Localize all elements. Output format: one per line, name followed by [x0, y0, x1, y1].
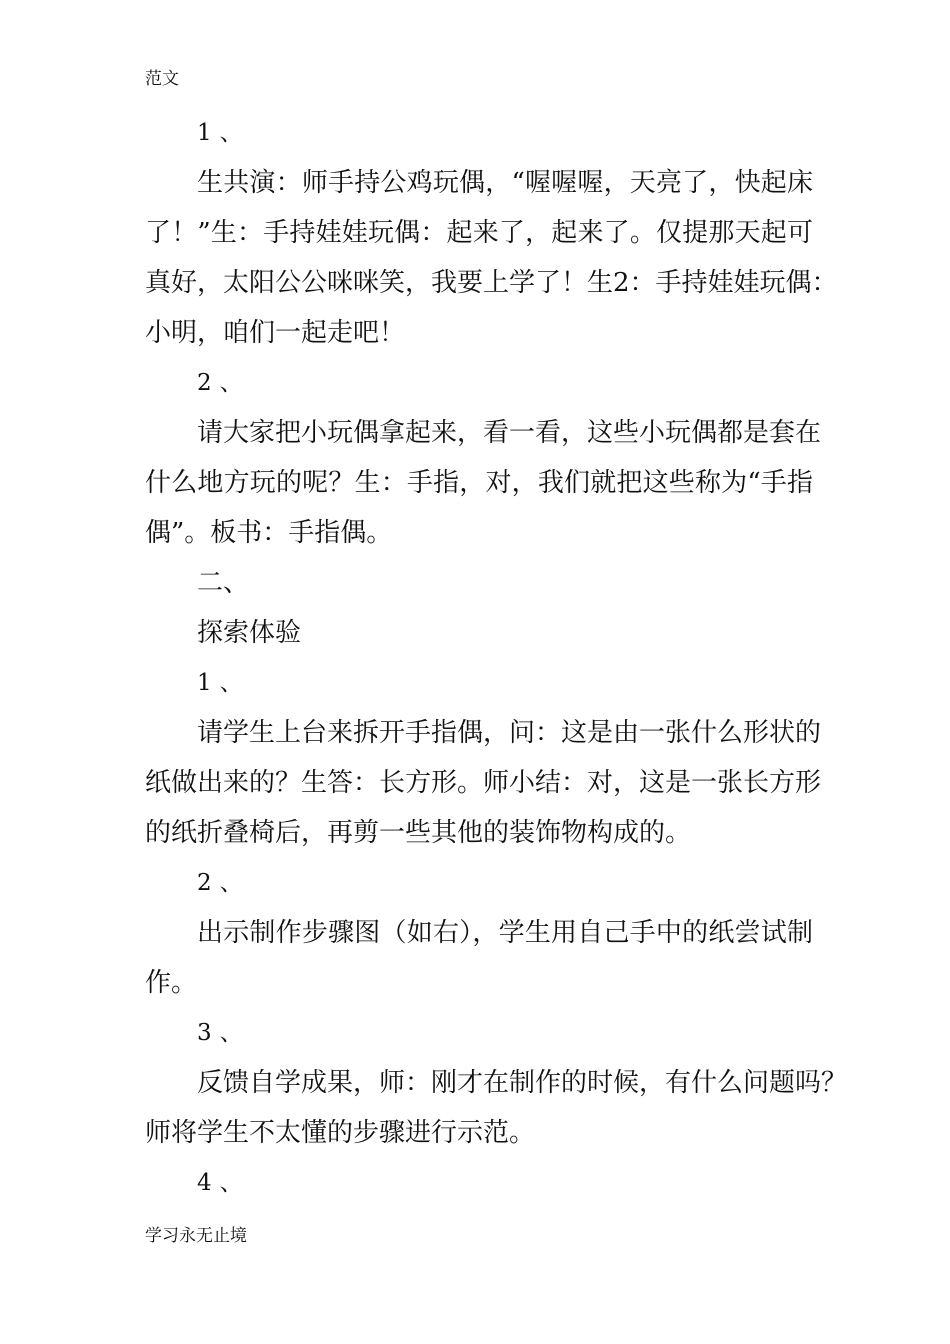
paragraph-line: 的纸折叠椅后，再剪一些其他的装饰物构成的。 — [145, 818, 692, 848]
paragraph-line: 偶”。板书：手指偶。 — [145, 518, 393, 548]
paragraph-line: 纸做出来的？生答：长方形。师小结：对，这是一张长方形 — [145, 768, 822, 798]
list-number-6: 4、 — [197, 1170, 251, 1196]
list-number-2: 2、 — [197, 370, 251, 396]
paragraph-line: 生共演：师手持公鸡玩偶，“喔喔喔，天亮了，快起床 — [197, 168, 813, 198]
list-number-5: 3、 — [197, 1020, 251, 1046]
paragraph-line: 反馈自学成果，师：刚才在制作的时候，有什么问题吗？ — [197, 1068, 848, 1098]
paragraph-line: 什么地方玩的呢？生：手指，对，我们就把这些称为“手指 — [145, 468, 813, 498]
section-title: 探索体验 — [197, 618, 302, 648]
list-number-4: 2、 — [197, 870, 251, 896]
paragraph-line: 请学生上台来拆开手指偶，问：这是由一张什么形状的 — [197, 718, 822, 748]
paragraph-line: 了！”生：手持娃娃玩偶：起来了，起来了。仅提那天起可 — [145, 218, 813, 248]
paragraph-line: 请大家把小玩偶拿起来，看一看，这些小玩偶都是套在 — [197, 418, 822, 448]
paragraph-line: 小明，咱们一起走吧！ — [145, 318, 406, 348]
page-header: 范文 — [145, 69, 179, 89]
paragraph-line: 作。 — [145, 968, 198, 998]
paragraph-line: 真好，太阳公公咪咪笑，我要上学了！生2：手持娃娃玩偶： — [145, 268, 838, 298]
paragraph-line: 师将学生不太懂的步骤进行示范。 — [145, 1118, 536, 1148]
list-number-3: 1、 — [197, 670, 251, 696]
paragraph-line: 出示制作步骤图（如右），学生用自己手中的纸尝试制 — [197, 918, 813, 948]
list-number-1: 1、 — [197, 120, 251, 146]
page-footer: 学习永无止境 — [145, 1226, 247, 1246]
section-number: 二、 — [197, 568, 250, 598]
